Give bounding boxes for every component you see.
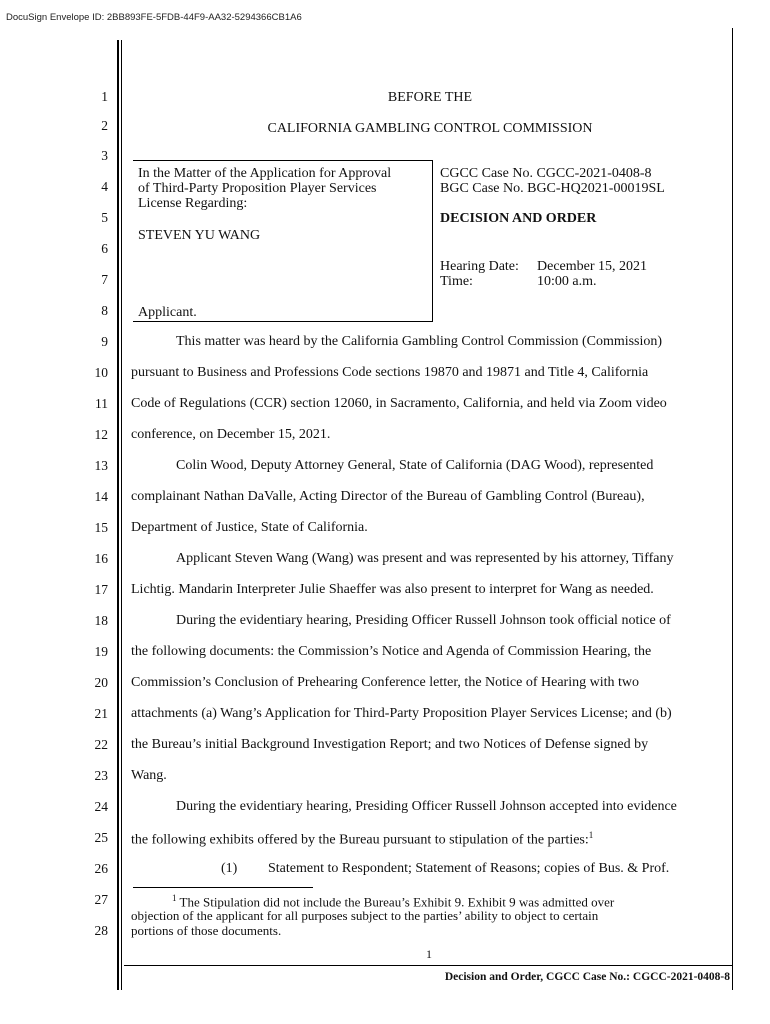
footnote-separator xyxy=(133,887,313,888)
footnote-mark: 1 xyxy=(172,893,177,903)
body-line: attachments (a) Wang’s Application for Third-Party Proposition Player Services License; and (b) xyxy=(131,706,672,721)
matter-line-3: License Regarding: xyxy=(138,196,248,211)
line-number: 10 xyxy=(94,365,108,380)
line-number: 16 xyxy=(94,551,108,566)
document-title: DECISION AND ORDER xyxy=(440,211,597,226)
footnote-text: The Stipulation did not include the Bureau’s Exhibit 9. Exhibit 9 was admitted over xyxy=(179,894,615,910)
time-value: 10:00 a.m. xyxy=(537,274,597,289)
footer-rule xyxy=(124,965,732,966)
line-number: 25 xyxy=(94,830,108,845)
line-number: 23 xyxy=(94,768,108,783)
body-line: the Bureau’s initial Background Investigation Report; and two Notices of Defense signed by xyxy=(131,737,649,752)
line-number: 7 xyxy=(101,272,108,287)
matter-line-1: In the Matter of the Application for Approval xyxy=(138,166,392,181)
line-number: 18 xyxy=(94,613,108,628)
line-number: 22 xyxy=(94,737,108,752)
body-line: Code of Regulations (CCR) section 12060, in Sacramento, California, and held via Zoom video xyxy=(131,396,667,411)
left-margin-rule-inner xyxy=(121,40,122,990)
bgc-case-number: BGC Case No. BGC-HQ2021-00019SL xyxy=(440,181,665,196)
page-number: 1 xyxy=(426,947,432,961)
line-number: 6 xyxy=(101,241,108,256)
body-line: This matter was heard by the California Gambling Control Commission (Commission) xyxy=(176,334,663,349)
body-line: Department of Justice, State of California. xyxy=(131,520,368,535)
docusign-envelope-id: DocuSign Envelope ID: 2BB893FE-5FDB-44F9-AA32-5294366CB1A6 xyxy=(6,12,302,23)
footnote-line-3: portions of those documents. xyxy=(131,923,282,938)
left-margin-rule xyxy=(117,40,119,990)
body-line: Colin Wood, Deputy Attorney General, State of California (DAG Wood), represented xyxy=(176,458,654,473)
line-number: 27 xyxy=(94,892,108,907)
cgcc-case-number: CGCC Case No. CGCC-2021-0408-8 xyxy=(440,166,652,181)
body-line: Lichtig. Mandarin Interpreter Julie Shaeffer was also present to interpret for Wang as needed. xyxy=(131,582,654,597)
applicant-label: Applicant. xyxy=(138,305,197,320)
hearing-date-value: December 15, 2021 xyxy=(537,259,648,274)
body-line: Commission’s Conclusion of Prehearing Conference letter, the Notice of Hearing with two xyxy=(131,675,639,690)
footnote-reference: 1 xyxy=(588,830,594,840)
line-number: 9 xyxy=(101,334,108,349)
body-line: During the evidentiary hearing, Presiding Officer Russell Johnson accepted into evidence xyxy=(176,799,677,814)
body-line: the following documents: the Commission’s Notice and Agenda of Commission Hearing, the xyxy=(131,644,652,659)
line-number: 17 xyxy=(94,582,108,597)
line-number: 28 xyxy=(94,923,108,938)
line-number: 26 xyxy=(94,861,108,876)
body-line: During the evidentiary hearing, Presiding Officer Russell Johnson took official notice of xyxy=(176,613,671,628)
right-margin-rule xyxy=(732,28,733,990)
line-number: 19 xyxy=(94,644,108,659)
line-number: 21 xyxy=(94,706,108,721)
line-number: 14 xyxy=(94,489,108,504)
line-number: 2 xyxy=(101,118,108,133)
body-line xyxy=(131,830,593,849)
body-line: pursuant to Business and Professions Code sections 19870 and 19871 and Title 4, California xyxy=(131,365,649,380)
line-number: 11 xyxy=(95,396,108,411)
body-line: Wang. xyxy=(131,768,167,783)
body-line: Applicant Steven Wang (Wang) was present and was represented by his attorney, Tiffany xyxy=(176,551,674,566)
applicant-name: STEVEN YU WANG xyxy=(138,228,261,243)
line-number: 24 xyxy=(94,799,108,814)
line-number: 13 xyxy=(94,458,108,473)
line-number: 12 xyxy=(94,427,108,442)
body-line: conference, on December 15, 2021. xyxy=(131,427,331,442)
line-number: 4 xyxy=(101,179,108,194)
heading-before-the: BEFORE THE xyxy=(387,90,473,105)
line-number: 20 xyxy=(94,675,108,690)
hearing-date-label: Hearing Date: xyxy=(440,259,519,274)
line-number: 15 xyxy=(94,520,108,535)
list-item-text: Statement to Respondent; Statement of Reasons; copies of Bus. & Prof. xyxy=(268,861,670,876)
heading-commission: CALIFORNIA GAMBLING CONTROL COMMISSION xyxy=(267,121,593,136)
footer-caption: Decision and Order, CGCC Case No.: CGCC-2021-0408-8 xyxy=(444,971,730,983)
list-item-number: (1) xyxy=(221,861,238,876)
line-number: 8 xyxy=(101,303,108,318)
line-number: 5 xyxy=(101,210,108,225)
line-number: 3 xyxy=(101,148,108,163)
body-line-text: the following exhibits offered by the Bureau pursuant to stipulation of the parties: xyxy=(131,832,589,848)
time-label: Time: xyxy=(440,274,473,289)
footnote-line-2: objection of the applicant for all purposes subject to the parties’ ability to object to certain xyxy=(131,908,599,923)
matter-line-2: of Third-Party Proposition Player Services xyxy=(138,181,377,196)
body-line: complainant Nathan DaValle, Acting Director of the Bureau of Gambling Control (Bureau), xyxy=(131,489,645,504)
line-number: 1 xyxy=(101,89,108,104)
